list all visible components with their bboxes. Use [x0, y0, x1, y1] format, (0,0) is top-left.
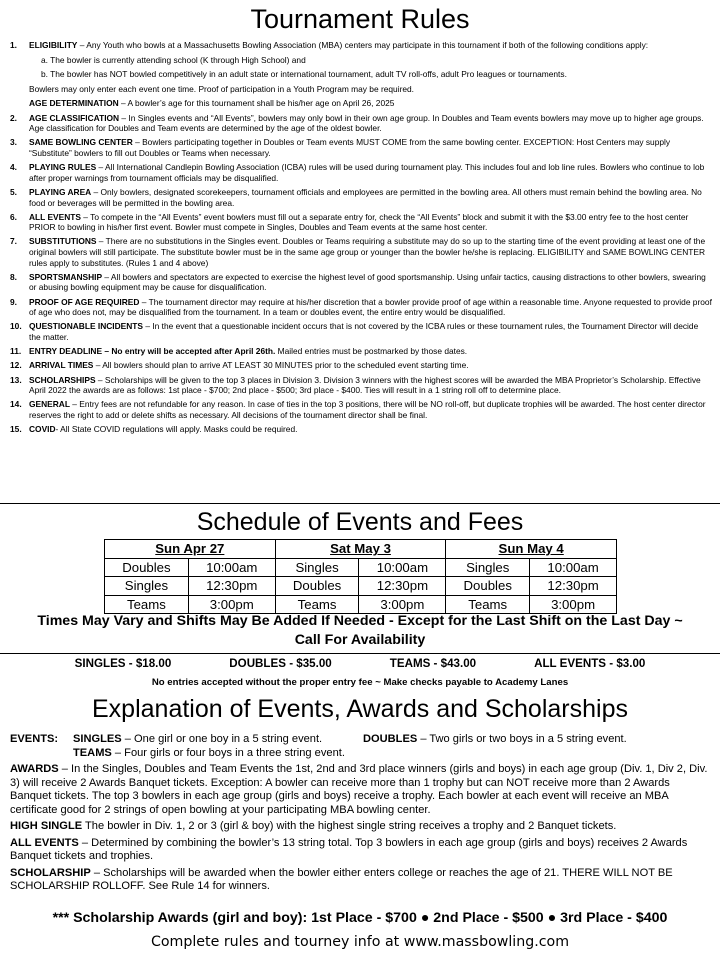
rule-item [10, 360, 712, 371]
page-title: Tournament Rules [250, 4, 470, 34]
rule-item [10, 137, 712, 158]
schedule-time-cell: 12:30pm [530, 577, 617, 596]
rule-sub-item: b. The bowler has NOT bowled competitively in an adult state or international tournament, adult TV roll-offs, adult Pro leagues or tournaments. [41, 69, 567, 80]
rule-text: Mailed entries must be postmarked by those dates. [275, 346, 468, 357]
schedule-time-cell: 3:00pm [359, 595, 446, 614]
rule-number: 7. [10, 236, 17, 247]
rule-number: 14. [10, 399, 22, 410]
rule-item [10, 375, 712, 396]
divider [0, 503, 720, 504]
schedule-event-cell: Teams [105, 595, 189, 614]
rule-number: 15. [10, 424, 22, 435]
schedule-time-cell: 12:30pm [359, 577, 446, 596]
schedule-event-cell: Singles [275, 558, 359, 577]
rule-title: GENERAL [29, 399, 70, 410]
schedule-time-cell: 3:00pm [530, 595, 617, 614]
explanation-title: Explanation of Events, Awards and Scholarships [92, 695, 628, 723]
rule-content [29, 187, 712, 208]
rule-number: 13. [10, 374, 22, 385]
rule-title: ALL EVENTS [29, 211, 81, 222]
rule-text: – Bowlers participating together in Doubles or Team events MUST COME from the same bowling center. EXCEPTION: Host Centers may supply “Substitute” bowlers to fill out Doubles or Teams when necessary. [29, 137, 671, 158]
divider [0, 653, 720, 654]
rule-content [29, 162, 712, 183]
rule-content [29, 360, 712, 371]
scholarship-awards-line: *** Scholarship Awards (girl and boy): 1st Place - $700 ● 2nd Place - $500 ● 3rd Place - $400 [52, 910, 668, 926]
schedule-title: Schedule of Events and Fees [196, 508, 524, 536]
all-events-desc: ALL EVENTS – Determined by combining the bowler’s 13 string total. Top 3 bowlers in each age group (girls and boys) receives 2 Awards Banquet tickets and trophies. [10, 836, 688, 862]
rule-item [10, 40, 712, 109]
age-determination: AGE DETERMINATION – A bowler’s age for this tournament shall be his/her age on April 26, 2025 [29, 98, 395, 109]
rule-text: – Any Youth who bowls at a Massachusetts Bowling Association (MBA) centers may participate in this tournament if both of the following conditions apply: [77, 40, 649, 50]
rule-item [10, 399, 712, 420]
fee-item: TEAMS - $43.00 [389, 657, 477, 670]
rule-number: 3. [10, 137, 17, 148]
rule-number: 9. [10, 296, 17, 307]
singles-desc: SINGLES – One girl or one boy in a 5 string event. [73, 733, 323, 745]
events-label: EVENTS: [10, 733, 59, 745]
rule-title: PLAYING RULES [29, 162, 97, 173]
schedule-row [105, 558, 617, 577]
rule-title: PLAYING AREA [29, 186, 92, 197]
rule-text: – To compete in the “All Events” event bowlers must fill out a separate entry for, check the “All Events” block and submit it with the $3.00 entry fee to the host center PRIOR to bowling in his/her first event. Bowler must compete in Singles, Doubles and Team events at the same host center. [29, 211, 689, 233]
rule-title: QUESTIONABLE INCIDENTS [29, 321, 143, 332]
rule-number: 6. [10, 211, 17, 222]
schedule-day-header: Sat May 3 [275, 540, 446, 559]
rule-content [29, 399, 712, 420]
rule-content [29, 321, 712, 342]
schedule-time-cell: 10:00am [359, 558, 446, 577]
rule-content [29, 272, 712, 293]
schedule-event-cell: Singles [105, 577, 189, 596]
rules-list [10, 40, 712, 438]
rule-text: – All International Candlepin Bowling Association (ICBA) rules will be used during tournament play. This includes foul and lob line rules. Bowlers who continue to lob after proper warnings from tournament officials may be disqualified. [29, 162, 705, 183]
rule-item [10, 187, 712, 208]
rule-number: 11. [10, 346, 22, 357]
schedule-event-cell: Teams [446, 595, 530, 614]
rule-title: SUBSTITUTIONS [29, 236, 97, 247]
rule-item [10, 424, 712, 435]
rule-content [29, 113, 712, 134]
rule-number: 1. [10, 40, 17, 50]
rule-title: AGE CLASSIFICATION [29, 112, 120, 123]
rule-text: – The tournament director may require at his/her discretion that a bowler provide proof of age within a reasonable time. Anyone requested to provide proof of age who does not, may be disqualified from the tournament. In a team or doubles event, the entire entry would be disqualified. [29, 296, 712, 318]
schedule-note: Times May Vary and Shifts May Be Added If Needed - Except for the Last Shift on the Last Day ~ Call For Availability [37, 613, 683, 648]
rule-text: – There are no substitutions in the Singles event. Doubles or Teams requiring a substitute may do so up to the starting time of the event providing at least one of the original bowlers will still participate. The substitute bowler must be in the same age group or younger than the bowler he/she is replacing. ELIGIBILITY and SAME BOWLING CENTER rules apply to substitutes. (Rules 1 and 4 above) [29, 236, 706, 268]
schedule-day-header: Sun May 4 [446, 540, 617, 559]
rule-content [29, 424, 712, 435]
rule-text: – In Singles events and “All Events”, bowlers may only bowl in their own age group. In Doubles and Team events bowlers may move up to higher age groups. Age classification for Doubles and Team events are determined by the age of the oldest bowler. [29, 112, 704, 134]
events-row [10, 733, 710, 747]
rule-sub-item: a. The bowler is currently attending school (K through High School) and [41, 54, 306, 65]
doubles-desc: DOUBLES – Two girls or two boys in a 5 string event. [363, 733, 627, 745]
rule-text: – All bowlers and spectators are expected to exercise the highest level of good sportsmanship. Using unfair tactics, causing distractions to other bowlers, swearing or abusing bowling equipment may be cause for disqualification. [29, 271, 706, 293]
schedule-event-cell: Teams [275, 595, 359, 614]
footer-link-text: Complete rules and tourney info at www.massbowling.com [150, 934, 570, 950]
rule-text: - All State COVID regulations will apply. Masks could be required. [55, 424, 298, 435]
rule-title: SPORTSMANSHIP [29, 271, 103, 282]
schedule-time-cell: 10:00am [530, 558, 617, 577]
schedule-row [105, 595, 617, 614]
rule-title: SCHOLARSHIPS [29, 374, 96, 385]
rule-item [10, 212, 712, 233]
rule-title: SAME BOWLING CENTER [29, 137, 133, 148]
schedule-time-cell: 10:00am [188, 558, 275, 577]
rule-item [10, 113, 712, 134]
rule-extra: Bowlers may only enter each event one time. Proof of participation in a Youth Program may be required. [29, 83, 414, 94]
schedule-event-cell: Doubles [122, 559, 171, 575]
schedule-row [105, 577, 617, 596]
rule-text: – All bowlers should plan to arrive AT LEAST 30 MINUTES prior to the scheduled event starting time. [93, 360, 469, 371]
rule-title: ARRIVAL TIMES [29, 360, 94, 371]
rule-text: – Entry fees are not refundable for any reason. In case of ties in the top 3 positions, there will be NO roll-off, but duplicate trophies will be awarded. The host center director reserves the right to add or delete shifts as necessary. All decisions of the tournament director shall be final. [29, 399, 706, 420]
rule-content [29, 212, 712, 233]
schedule-event-cell: Doubles [275, 577, 359, 596]
schedule-table [104, 539, 617, 614]
rule-number: 8. [10, 271, 17, 282]
awards-desc: AWARDS – In the Singles, Doubles and Team Events the 1st, 2nd and 3rd place winners (girls and boys) in each age group (Div. 1, Div 2, Div. 3) will receive 2 Awards Banquet tickets. Exception: A bowler can receive more than 1 trophy but can NOT receive more than 2 Awards Banquet tickets. The top 3 bowlers in each age group (girls and boys) receive a trophy. Each bowler at each event will receive an MBA certificate good for 2 strings of open bowling at your participating MBA bowling center. [10, 763, 708, 816]
fees-note: No entries accepted without the proper entry fee ~ Make checks payable to Academy Lanes [151, 677, 569, 688]
rule-text: – Scholarships will be given to the top 3 places in Division 3. Division 3 winners with the highest scores will be awarded the MBA Proprietor’s Scholarship. Effective April 2022 the awards are as follows: 1st place - $700; 2nd place - $500; 3rd place - $400. Ties will result in a 1 string roll off to determine place. [29, 374, 701, 396]
rule-content [29, 40, 712, 109]
rule-content [29, 137, 712, 158]
high-single-desc: HIGH SINGLE The bowler in Div. 1, 2 or 3 (girl & boy) with the highest single string receives a trophy and 2 Banquet tickets. [10, 820, 617, 832]
rule-item [10, 321, 712, 342]
fee-item: ALL EVENTS - $3.00 [534, 657, 646, 670]
scholarship-desc: SCHOLARSHIP – Scholarships will be awarded when the bowler either enters college or reaches the age of 21. THERE WILL NOT BE SCHOLARSHIP ROLLOFF. See Rule 14 for winners. [10, 866, 673, 892]
rule-content [29, 297, 712, 318]
rule-number: 4. [10, 162, 17, 173]
fees-row [0, 657, 720, 670]
rule-title: ENTRY DEADLINE – No entry will be accepted after April 26th. [29, 346, 276, 357]
explanation-section [10, 733, 710, 897]
rule-content [29, 375, 712, 396]
rule-title: COVID [29, 424, 56, 435]
rule-number: 12. [10, 360, 22, 371]
rule-number: 2. [10, 112, 17, 123]
fee-item: SINGLES - $18.00 [74, 657, 172, 670]
schedule-time-cell: 12:30pm [188, 577, 275, 596]
rule-number: 5. [10, 186, 17, 197]
rule-item [10, 162, 712, 183]
rule-content [29, 236, 712, 268]
rule-content [29, 346, 712, 357]
fee-item: DOUBLES - $35.00 [229, 657, 332, 670]
teams-desc: TEAMS – Four girls or four boys in a three string event. [73, 746, 345, 759]
rule-item [10, 272, 712, 293]
rule-text: – Only bowlers, designated scorekeepers, tournament officials and employees are permitted in the bowling area. All others must remain behind the bowling area. No food or beverages will be permitted in the bowling area. [29, 186, 702, 208]
schedule-event-cell: Doubles [446, 577, 530, 596]
schedule-event-cell: Singles [446, 558, 530, 577]
rule-item [10, 236, 712, 268]
rule-title: PROOF OF AGE REQUIRED [29, 296, 140, 307]
schedule-time-cell: 3:00pm [188, 595, 275, 614]
rule-item [10, 297, 712, 318]
rule-number: 10. [10, 321, 22, 332]
rule-item [10, 346, 712, 357]
rule-title: ELIGIBILITY [29, 40, 78, 50]
schedule-day-header: Sun Apr 27 [105, 540, 276, 559]
rule-text: – In the event that a questionable incident occurs that is not covered by the ICBA rules or these tournament rules, the Tournament Director will decide the matter. [29, 321, 699, 342]
